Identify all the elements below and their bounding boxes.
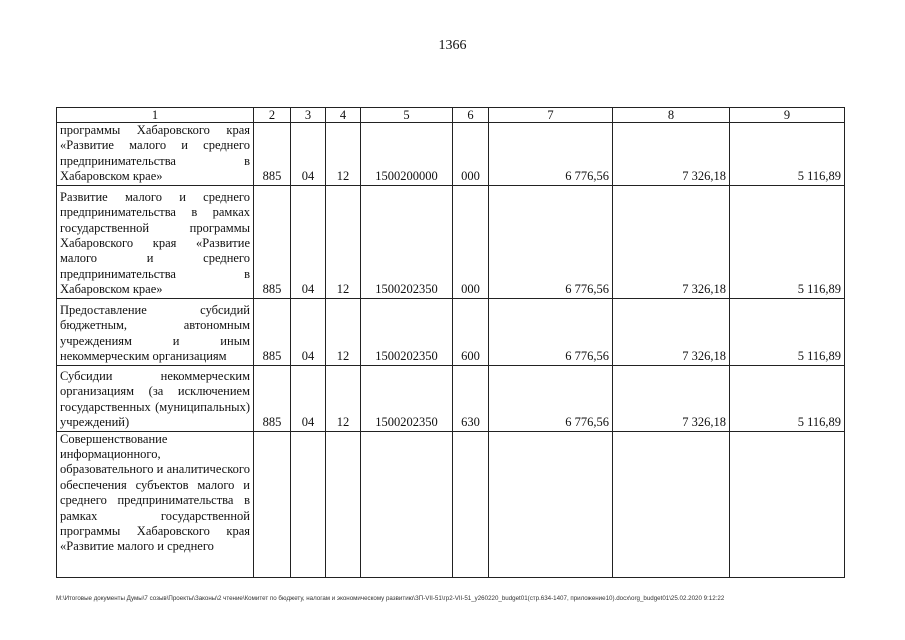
cell-col2 <box>254 431 291 577</box>
cell-col8 <box>613 431 730 577</box>
cell-col6: 000 <box>453 185 489 298</box>
cell-col5: 1500202350 <box>361 185 453 298</box>
row-name: программы Хабаровского края «Развитие малого и среднего предпринимательства в Хабаровском крае» <box>57 123 254 186</box>
header-cell: 2 <box>254 108 291 123</box>
cell-col9 <box>730 431 845 577</box>
table-row <box>57 365 845 431</box>
cell-col2: 885 <box>254 123 291 186</box>
header-cell: 3 <box>291 108 326 123</box>
cell-col3: 04 <box>291 298 326 365</box>
budget-table <box>56 107 845 578</box>
cell-col4 <box>326 431 361 577</box>
cell-col9: 5 116,89 <box>730 123 845 186</box>
row-name: Субсидии некоммерческим организациям (за исключением государственных (муниципальных) учреждений) <box>57 365 254 431</box>
header-cell: 9 <box>730 108 845 123</box>
cell-col9: 5 116,89 <box>730 365 845 431</box>
header-cell: 1 <box>57 108 254 123</box>
header-cell: 6 <box>453 108 489 123</box>
cell-col7: 6 776,56 <box>489 123 613 186</box>
cell-col4: 12 <box>326 185 361 298</box>
cell-col8: 7 326,18 <box>613 365 730 431</box>
document-path-footer: M:\Итоговые документы Думы\7 созыв\Проекты\Законы\2 чтение\Комитет по бюджету, налогам и экономическому развитию\ЗП-VII-51\гр2-VII-51_у260220_budget01(стр.634-1407, приложение10).docx\org_budget01\25.02.2020 9:12:22 <box>56 595 725 602</box>
cell-col3: 04 <box>291 185 326 298</box>
cell-col5: 1500202350 <box>361 365 453 431</box>
row-name: Развитие малого и среднего предпринимательства в рамках государственной программы Хабаровского края «Развитие малого и среднего предпринимательства в Хабаровском крае» <box>57 185 254 298</box>
cell-col2: 885 <box>254 365 291 431</box>
header-cell: 8 <box>613 108 730 123</box>
cell-col7: 6 776,56 <box>489 298 613 365</box>
row-name: Предоставление субсидий бюджетным, автономным учреждениям и иным некоммерческим организациям <box>57 298 254 365</box>
table-row <box>57 298 845 365</box>
cell-col2: 885 <box>254 185 291 298</box>
table-row <box>57 185 845 298</box>
cell-col3 <box>291 431 326 577</box>
cell-col7: 6 776,56 <box>489 365 613 431</box>
cell-col8: 7 326,18 <box>613 298 730 365</box>
table-row <box>57 431 845 577</box>
cell-col7: 6 776,56 <box>489 185 613 298</box>
cell-col6: 600 <box>453 298 489 365</box>
cell-col4: 12 <box>326 123 361 186</box>
cell-col9: 5 116,89 <box>730 298 845 365</box>
row-name: Совершенствование информационного, образовательного и аналитического обеспечения субъектов малого и среднего предпринимательства в рамках государственной программы Хабаровского края «Развитие малого и среднего <box>57 431 254 577</box>
cell-col3: 04 <box>291 123 326 186</box>
header-cell: 7 <box>489 108 613 123</box>
cell-col6: 000 <box>453 123 489 186</box>
cell-col6: 630 <box>453 365 489 431</box>
header-row <box>57 108 845 123</box>
cell-col4: 12 <box>326 298 361 365</box>
cell-col5: 1500200000 <box>361 123 453 186</box>
cell-col4: 12 <box>326 365 361 431</box>
cell-col6 <box>453 431 489 577</box>
cell-col8: 7 326,18 <box>613 123 730 186</box>
cell-col8: 7 326,18 <box>613 185 730 298</box>
cell-col9: 5 116,89 <box>730 185 845 298</box>
header-cell: 5 <box>361 108 453 123</box>
cell-col5 <box>361 431 453 577</box>
cell-col2: 885 <box>254 298 291 365</box>
page-number: 1366 <box>438 38 467 53</box>
cell-col3: 04 <box>291 365 326 431</box>
table-row <box>57 123 845 186</box>
cell-col5: 1500202350 <box>361 298 453 365</box>
header-cell: 4 <box>326 108 361 123</box>
cell-col7 <box>489 431 613 577</box>
